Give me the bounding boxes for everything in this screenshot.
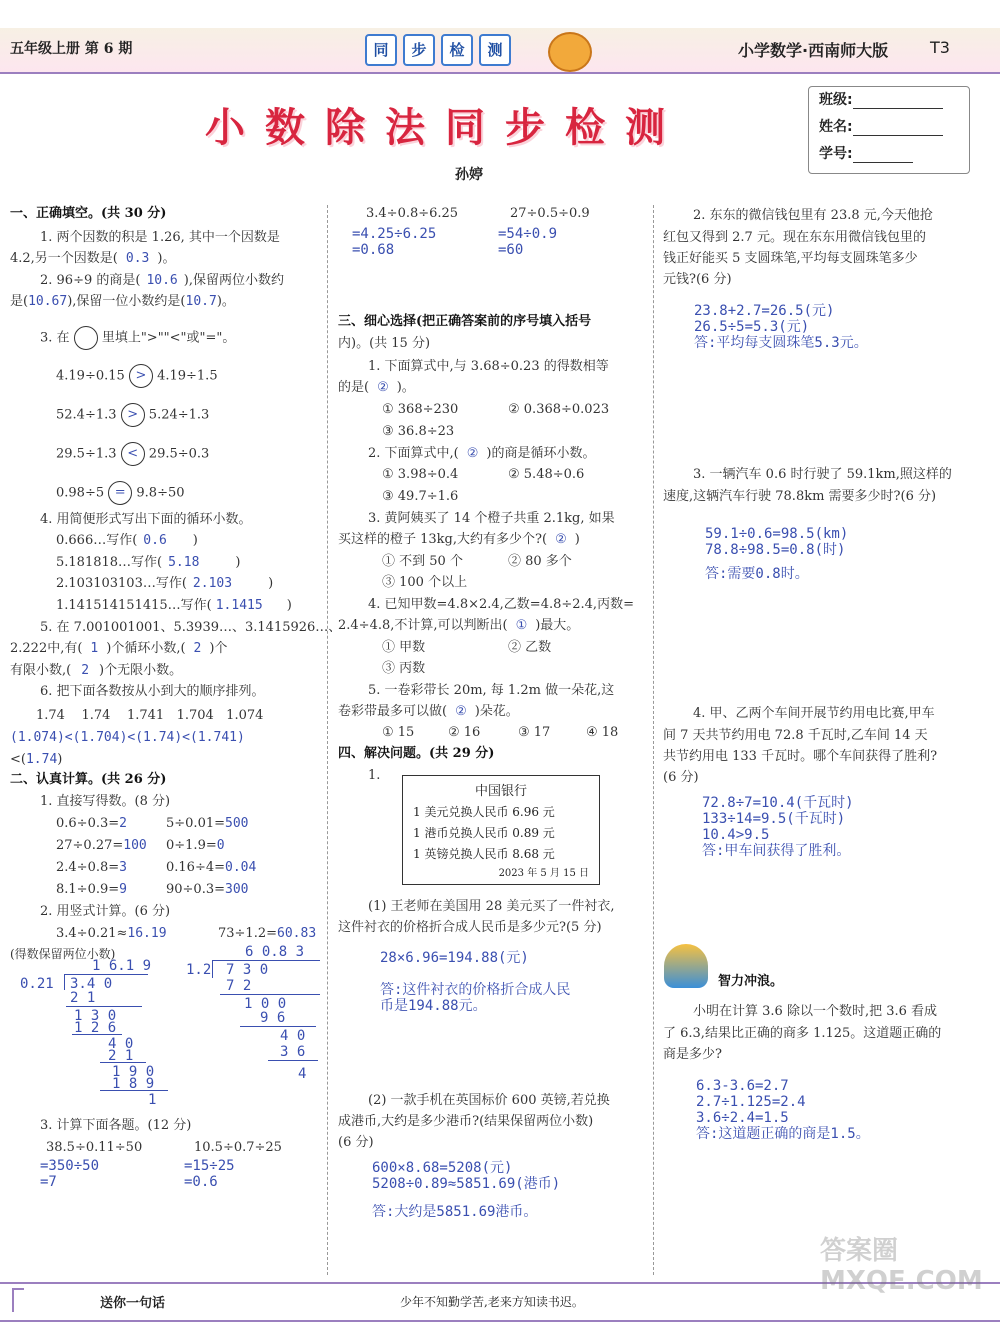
- calc1-step2: =7: [40, 1174, 57, 1190]
- direct-item: [56, 814, 127, 834]
- ld1-step: 2 1: [70, 990, 96, 1006]
- q22-expr-2: [218, 924, 316, 944]
- q1-post: )。: [157, 251, 176, 266]
- ld1-step: 1 2 6: [74, 1020, 117, 1036]
- direct-expr: 5÷0.01=: [166, 816, 226, 831]
- ld1-line: [100, 1090, 168, 1091]
- q3-text: [40, 326, 235, 350]
- c1-pre: 的是(: [338, 380, 370, 395]
- student-info-box: [808, 86, 970, 174]
- p4-calc-1: 72.8÷7=10.4(千瓦时): [702, 795, 854, 811]
- ld2-quotient: 6 0.8 3: [245, 944, 305, 960]
- section-1-title: 一、正确填空。(共 30 分): [10, 206, 167, 221]
- ld1-divisor: 0.21: [20, 976, 54, 992]
- column-divider: [327, 205, 328, 1275]
- q2-c: 是(: [10, 294, 29, 309]
- p4-calc-2: 133÷14=9.5(千瓦时): [702, 811, 846, 827]
- c5-post: )朵花。: [474, 704, 519, 719]
- bonus-calc-1: 6.3-3.6=2.7: [696, 1078, 789, 1094]
- c3-pre: 买这样的橙子 13kg,大约有多少个?(: [338, 532, 548, 547]
- ld1-line: [66, 1006, 142, 1007]
- ld1-remainder: 1: [148, 1092, 157, 1108]
- repeat-answer: 2.103: [192, 576, 233, 591]
- compare-right: 5.24÷1.3: [148, 407, 210, 423]
- p1-2-calc-2: 5208÷0.89≈5851.69(港币): [372, 1176, 561, 1192]
- ld2-divisor: 1.2: [186, 962, 212, 978]
- c4-line2: [338, 616, 579, 636]
- p2-line1: 2. 东东的微信钱包里有 23.8 元,今天他抢: [693, 208, 933, 223]
- footer-left: 送你一句话: [100, 1296, 166, 1311]
- c4-option: ③ 丙数: [382, 661, 426, 676]
- q5-line1: 5. 在 7.001001001、5.3939…、3.1415926…、: [40, 620, 342, 635]
- compare-left: 29.5÷1.3: [56, 446, 117, 462]
- calc2-expr: 10.5÷0.7÷25: [194, 1140, 282, 1155]
- ld1-bracket: [64, 974, 65, 990]
- c2-option: ① 3.98÷0.4: [382, 467, 459, 482]
- q3-pre: 3. 在: [40, 330, 70, 346]
- ld2-step: 1 0 0: [244, 996, 287, 1012]
- title-char: 测: [625, 105, 665, 151]
- bonus-title: 智力冲浪。: [718, 974, 784, 989]
- q5-d: )个: [209, 641, 228, 656]
- ld1-step: 1 3 0: [74, 1008, 117, 1024]
- rate-row: 1 英镑兑换人民币 8.68 元: [413, 847, 555, 861]
- column-divider: [653, 205, 654, 1275]
- c5-option: ③ 17: [518, 725, 551, 740]
- c3-line2: [338, 530, 580, 550]
- direct-expr: 0.6÷0.3=: [56, 816, 120, 831]
- calc4-expr: 27÷0.5÷0.9: [510, 206, 590, 221]
- c1-answer: ②: [377, 380, 389, 395]
- q5-f: )个无限小数。: [99, 663, 183, 678]
- c4-pre: 2.4÷4.8,不计算,可以判断出(: [338, 618, 508, 633]
- c4-option: ① 甲数: [382, 640, 426, 655]
- q6-text: 6. 把下面各数按从小到大的顺序排列。: [40, 684, 265, 699]
- p1-2-line2: 成港币,大约是多少港币?(结果保留两位小数): [338, 1114, 594, 1129]
- compare-left: 4.19÷0.15: [56, 368, 125, 384]
- calc3-step1: =4.25÷6.25: [352, 226, 437, 242]
- c4-option: ② 乙数: [508, 640, 552, 655]
- q1-line2: [10, 249, 175, 269]
- direct-answer: 300: [225, 882, 249, 897]
- id-label: 学号:: [819, 146, 853, 162]
- title-char: 数: [265, 105, 305, 151]
- p3-calc-1: 59.1÷0.6=98.5(km): [705, 526, 849, 542]
- p4-line2: 间 7 天共节约用电 72.8 千瓦时,乙车间 14 天: [663, 728, 928, 743]
- author: 孙婷: [455, 167, 483, 183]
- q2-line2: [10, 292, 235, 312]
- title-char: 步: [505, 105, 545, 151]
- id-field[interactable]: [853, 146, 913, 163]
- exchange-rate-box: [402, 775, 600, 885]
- direct-item: [166, 880, 249, 900]
- section-2-title: 二、认真计算。(共 26 分): [10, 772, 167, 787]
- q22-note: (得数保留两位小数): [10, 947, 116, 961]
- c5-line1: 5. 一卷彩带长 20m, 每 1.2m 做一朵花,这: [368, 683, 615, 698]
- calc1-expr: 38.5÷0.11÷50: [46, 1140, 143, 1155]
- c1-line2: [338, 378, 415, 398]
- bonus-calc-2: 2.7÷1.125=2.4: [696, 1094, 806, 1110]
- repeat-row: [56, 574, 273, 594]
- section-4-title: 四、解决问题。(共 29 分): [338, 746, 495, 761]
- q6-lt: <(: [10, 752, 26, 767]
- calc3-expr: 3.4÷0.8÷6.25: [366, 206, 459, 221]
- c3-option: ③ 100 个以上: [382, 575, 468, 590]
- ld2-bracket: [212, 960, 213, 978]
- ld1-quotient: 1 6.1 9: [92, 958, 152, 974]
- name-row: [809, 114, 969, 141]
- c2-line1: [368, 444, 595, 464]
- calc1-step1: =350÷50: [40, 1158, 100, 1174]
- q6-answer-1: [10, 728, 245, 748]
- section-3-title-2: 内)。(共 15 分): [338, 336, 431, 351]
- title-char: 小: [205, 105, 245, 151]
- q5-answer-3: 2: [81, 663, 90, 678]
- q2-answer-2: 10.67: [28, 294, 68, 309]
- q22-e1: 3.4÷0.21≈: [56, 926, 128, 941]
- direct-answer: 0.04: [225, 860, 257, 875]
- q2-answer-3: 10.7: [185, 294, 217, 309]
- q2-answer-1: 10.6: [146, 273, 178, 288]
- compare-circle-icon: [74, 326, 98, 350]
- repeat-row: [56, 553, 241, 573]
- repeat-answer: 5.18: [168, 555, 200, 570]
- title-char: 法: [385, 105, 425, 151]
- q21-text: 1. 直接写得数。(8 分): [40, 794, 171, 809]
- q2-line1: [40, 271, 284, 291]
- compare-answer: =: [108, 481, 132, 505]
- direct-answer: 500: [225, 816, 249, 831]
- compare-right: 9.8÷50: [136, 485, 185, 501]
- repeat-row: [56, 596, 292, 616]
- c2-option: ② 5.48÷0.6: [508, 467, 585, 482]
- ld2-remainder: 4: [298, 1066, 307, 1082]
- ld2-step: 3 6: [280, 1044, 306, 1060]
- p3-line2: 速度,这辆汽车行驶 78.8km 需要多少时?(6 分): [663, 489, 937, 504]
- c2-post: )的商是循环小数。: [486, 446, 596, 461]
- rate-date: 2023 年 5 月 15 日: [498, 868, 589, 879]
- q1-pre: 4.2,另一个因数是(: [10, 251, 118, 266]
- grade-issue: 五年级上册 第 6 期: [10, 41, 133, 57]
- p1-2-calc-1: 600×8.68=5208(元): [372, 1160, 513, 1176]
- p4-answer: 答:甲车间获得了胜利。: [702, 843, 851, 859]
- q22-expr-1: [56, 924, 167, 944]
- q3-post: 里填上">""<"或"="。: [101, 330, 236, 346]
- p4-line3: 共节约用电 133 千瓦时。哪个车间获得了胜利?: [663, 749, 938, 764]
- p1-number: 1.: [368, 768, 381, 783]
- id-row: [809, 141, 969, 168]
- q2-e: )。: [216, 294, 235, 309]
- compare-left: 52.4÷1.3: [56, 407, 117, 423]
- p1-2-line1: (2) 一款手机在英国标价 600 英镑,若兑换: [368, 1093, 610, 1108]
- q22-e2: 73÷1.2=: [218, 926, 278, 941]
- direct-expr: 8.1÷0.9=: [56, 882, 120, 897]
- c2-option: ③ 49.7÷1.6: [382, 489, 459, 504]
- c5-option: ② 16: [448, 725, 481, 740]
- compare-answer: <: [121, 442, 145, 466]
- p3-calc-2: 78.8÷98.5=0.8(时): [705, 542, 846, 558]
- p3-answer: 答:需要0.8时。: [705, 566, 809, 582]
- q5-e: 有限小数,(: [10, 663, 72, 678]
- ld2-step: 9 6: [260, 1010, 286, 1026]
- ld1-bar: [64, 974, 148, 975]
- c5-line2: [338, 702, 519, 722]
- c3-post: ): [574, 532, 580, 547]
- calc2-step1: =15÷25: [184, 1158, 235, 1174]
- p2-line3: 钱正好能买 5 支圆珠笔,平均每支圆珠笔多少: [663, 251, 918, 266]
- class-label: 班级:: [819, 92, 853, 108]
- q6-numbers: 1.74 1.74 1.741 1.704 1.074: [36, 708, 264, 723]
- footer-motto: 少年不知勤学苦,老来方知读书迟。: [400, 1295, 584, 1309]
- repeat-pre: 0.666…写作(: [56, 533, 138, 548]
- rate-row: 1 美元兑换人民币 6.96 元: [413, 805, 555, 819]
- compare-row: [56, 403, 209, 427]
- ld2-step: 4 0: [280, 1028, 306, 1044]
- compare-answer: >: [129, 364, 153, 388]
- ld1-step: 2 1: [108, 1048, 134, 1064]
- c5-answer: ②: [455, 704, 467, 719]
- c4-answer: ①: [515, 618, 528, 633]
- ld1-step: 1 8 9: [112, 1076, 155, 1092]
- calc2-step2: =0.6: [184, 1174, 218, 1190]
- q6-last: 1.74: [25, 752, 58, 767]
- page-title: [205, 96, 685, 153]
- c3-line1: 3. 黄阿姨买了 14 个橙子共重 2.1kg, 如果: [368, 511, 615, 526]
- compare-row: [56, 442, 209, 466]
- p2-line2: 红包又得到 2.7 元。现在东东用微信钱包里的: [663, 230, 926, 245]
- direct-expr: 0.16÷4=: [166, 860, 226, 875]
- q1-answer: 0.3: [125, 251, 150, 266]
- header-box-4: 测: [479, 34, 511, 66]
- direct-answer: 9: [119, 882, 127, 897]
- repeat-row: [56, 531, 198, 551]
- c1-option: ③ 36.8÷23: [382, 424, 455, 439]
- header-box-2: 步: [403, 34, 435, 66]
- direct-answer: 3: [119, 860, 127, 875]
- direct-item: [166, 814, 249, 834]
- ld1-step: 4 0: [108, 1036, 134, 1052]
- direct-answer: 100: [123, 838, 147, 853]
- title-char: 检: [565, 105, 605, 151]
- c3-option: ① 不到 50 个: [382, 554, 463, 569]
- calc4-step1: =54÷0.9: [498, 226, 558, 242]
- p1-1-line1: (1) 王老师在美国用 28 美元买了一件衬衣,: [368, 899, 615, 914]
- p1-1-line2: 这件衬衣的价格折合成人民币是多少元?(5 分): [338, 920, 602, 935]
- q5-c: )个循环小数,(: [106, 641, 186, 656]
- p2-calc-1: 23.8+2.7=26.5(元): [694, 303, 835, 319]
- title-char: 同: [445, 105, 485, 151]
- direct-expr: 90÷0.3=: [166, 882, 226, 897]
- calc4-step2: =60: [498, 242, 524, 258]
- p2-line4: 元钱?(6 分): [663, 272, 732, 287]
- p1-2-line3: (6 分): [338, 1135, 374, 1150]
- p1-1-answer-1: 答:这件衬衣的价格折合成人民: [380, 982, 571, 998]
- ld2-step: 7 2: [226, 978, 252, 994]
- repeat-post: ): [286, 598, 292, 613]
- rate-row: 1 港币兑换人民币 0.89 元: [413, 826, 555, 840]
- q5-line3: [10, 661, 182, 681]
- direct-item: [56, 858, 127, 878]
- compare-answer: >: [121, 403, 145, 427]
- bonus-line1: 小明在计算 3.6 除以一个数时,把 3.6 看成: [693, 1004, 938, 1019]
- p3-line1: 3. 一辆汽车 0.6 时行驶了 59.1km,照这样的: [693, 467, 952, 482]
- c2-pre: 2. 下面算式中,(: [368, 446, 459, 461]
- name-field[interactable]: [853, 119, 943, 136]
- ld1-line: [100, 1062, 146, 1063]
- ld1-line: [72, 1034, 122, 1035]
- repeat-pre: 5.181818…写作(: [56, 555, 163, 570]
- repeat-answer: 0.6: [143, 533, 167, 548]
- direct-item: [56, 880, 127, 900]
- section-3-title: 三、细心选择(把正确答案前的序号填入括号: [338, 314, 592, 329]
- compare-row: [56, 364, 218, 388]
- q22-a2: 60.83: [277, 926, 317, 941]
- direct-expr: 27÷0.27=: [56, 838, 124, 853]
- ld2-line: [268, 1060, 318, 1061]
- q2-pre: 2. 96÷9 的商是(: [40, 273, 141, 288]
- direct-answer: 0: [216, 838, 225, 853]
- bonus-line2: 了 6.3,结果比正确的商多 1.125。这道题正确的: [663, 1026, 942, 1041]
- c1-line1: 1. 下面算式中,与 3.68÷0.23 的得数相等: [368, 359, 609, 374]
- c1-post: )。: [396, 380, 415, 395]
- q2-mid: ),保留两位小数约: [183, 273, 284, 288]
- c5-option: ① 15: [382, 725, 415, 740]
- p1-1-answer-2: 币是194.88元。: [380, 998, 487, 1014]
- c4-line1: 4. 已知甲数=4.8×2.4,乙数=4.8÷2.4,丙数=: [368, 597, 634, 612]
- ld1-step: 1 9 0: [112, 1064, 155, 1080]
- name-label: 姓名:: [819, 119, 853, 135]
- direct-item: [166, 836, 225, 856]
- p4-line1: 4. 甲、乙两个车间开展节约用电比赛,甲车: [693, 706, 935, 721]
- direct-item: [56, 836, 147, 856]
- watermark: 答案圈 MXQE.COM: [820, 1236, 983, 1296]
- p2-calc-2: 26.5÷5=5.3(元): [694, 319, 810, 335]
- q6-answer-2: [10, 750, 62, 770]
- p2-answer: 答:平均每支圆珠笔5.3元。: [694, 335, 868, 351]
- ld2-dividend: 7 3 0: [226, 962, 269, 978]
- q6-order: (1.074)<(1.704)<(1.74)<(1.741): [10, 730, 245, 745]
- compare-row: [56, 481, 185, 505]
- q23-text: 3. 计算下面各题。(12 分): [40, 1118, 192, 1133]
- ld2-line: [240, 1026, 316, 1027]
- calc3-step2: =0.68: [352, 242, 395, 258]
- p1-1-calc: 28×6.96=194.88(元): [380, 950, 529, 966]
- compare-left: 0.98÷5: [56, 485, 105, 501]
- q6-close: ): [57, 752, 63, 767]
- class-field[interactable]: [853, 92, 943, 109]
- footer-bracket-icon: [12, 1288, 24, 1312]
- c5-option: ④ 18: [586, 725, 619, 740]
- surfer-icon: [664, 944, 708, 988]
- direct-answer: 2: [119, 816, 127, 831]
- q5-line2: [10, 639, 227, 659]
- bonus-answer: 答:这道题正确的商是1.5。: [696, 1126, 870, 1142]
- q5-b: 2.222中,有(: [10, 641, 83, 656]
- c1-option: ② 0.368÷0.023: [508, 402, 610, 417]
- header-boxes: [365, 34, 517, 66]
- direct-expr: 0÷1.9=: [166, 838, 217, 853]
- q22-a1: 16.19: [127, 926, 167, 941]
- compare-right: 29.5÷0.3: [148, 446, 210, 462]
- ld2-line: [220, 994, 320, 995]
- direct-expr: 2.4÷0.8=: [56, 860, 120, 875]
- compare-right: 4.19÷1.5: [157, 368, 218, 384]
- c5-pre: 卷彩带最多可以做(: [338, 704, 448, 719]
- c3-option: ② 80 多个: [508, 554, 572, 569]
- bank-name: 中国银行: [474, 784, 527, 799]
- q22-text: 2. 用竖式计算。(6 分): [40, 904, 171, 919]
- ld2-bar: [212, 960, 320, 961]
- q5-answer-1: 1: [90, 641, 99, 656]
- repeat-post: ): [192, 533, 198, 548]
- q4-text: 4. 用简便形式写出下面的循环小数。: [40, 512, 252, 527]
- c3-answer: ②: [555, 532, 567, 547]
- repeat-answer: 1.1415: [215, 598, 263, 613]
- lion-mascot-icon: [548, 32, 592, 72]
- class-row: [809, 87, 969, 114]
- publication-name: 小学数学·西南师大版: [738, 41, 889, 60]
- q5-answer-2: 2: [193, 641, 202, 656]
- header-box-3: 检: [441, 34, 473, 66]
- q1-text: 1. 两个因数的积是 1.26, 其中一个因数是: [40, 230, 280, 245]
- repeat-post: ): [268, 576, 274, 591]
- page-code: T3: [930, 38, 950, 57]
- bonus-calc-3: 3.6÷2.4=1.5: [696, 1110, 789, 1126]
- repeat-pre: 1.141514151415…写作(: [56, 598, 212, 613]
- p4-calc-3: 10.4>9.5: [702, 827, 770, 843]
- repeat-post: ): [235, 555, 241, 570]
- title-char: 除: [325, 105, 365, 151]
- p4-line4: (6 分): [663, 770, 699, 785]
- c2-answer: ②: [466, 446, 479, 461]
- q2-d: ),保留一位小数约是(: [67, 294, 186, 309]
- direct-item: [166, 858, 256, 878]
- ld1-dividend: 3.4 0: [70, 976, 113, 992]
- header-box-1: 同: [365, 34, 397, 66]
- repeat-pre: 2.103103103…写作(: [56, 576, 187, 591]
- bonus-line3: 商是多少?: [663, 1047, 722, 1062]
- c1-option: ① 368÷230: [382, 402, 459, 417]
- c4-post: )最大。: [535, 618, 580, 633]
- p1-2-answer: 答:大约是5851.69港币。: [372, 1204, 538, 1220]
